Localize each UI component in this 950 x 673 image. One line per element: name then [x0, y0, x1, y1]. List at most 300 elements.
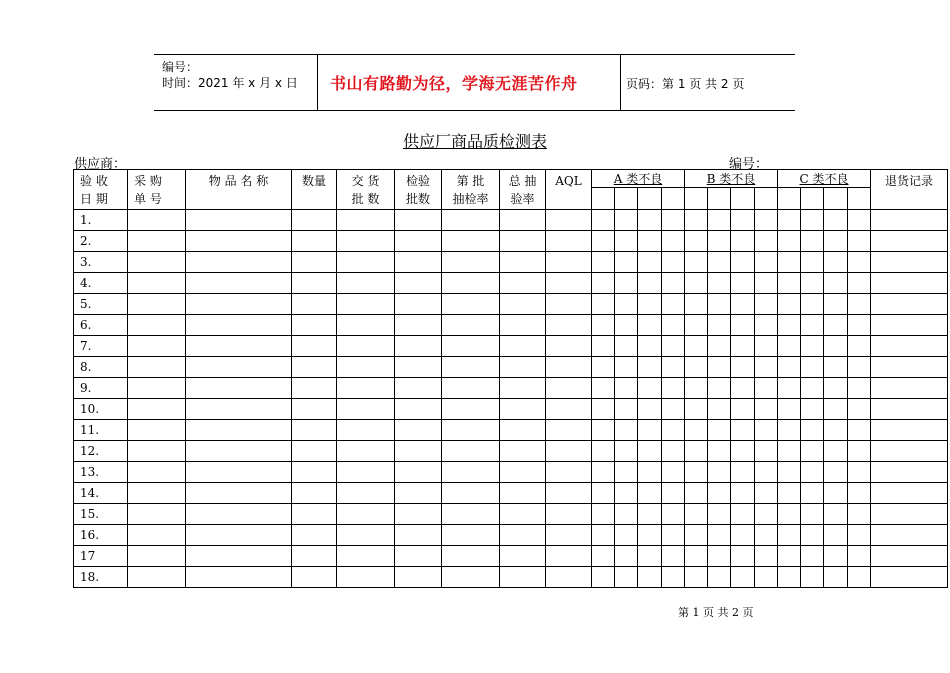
table-cell[interactable]	[755, 483, 778, 504]
table-cell[interactable]	[128, 399, 186, 420]
table-cell[interactable]	[708, 315, 731, 336]
table-cell[interactable]	[186, 399, 292, 420]
table-cell[interactable]	[292, 273, 337, 294]
table-cell[interactable]	[662, 462, 685, 483]
table-cell[interactable]	[337, 357, 395, 378]
table-cell[interactable]	[546, 504, 592, 525]
table-cell[interactable]	[292, 252, 337, 273]
table-cell[interactable]	[592, 336, 615, 357]
table-cell[interactable]	[592, 294, 615, 315]
table-cell[interactable]	[592, 567, 615, 588]
table-cell[interactable]	[708, 273, 731, 294]
table-cell[interactable]	[685, 294, 708, 315]
table-cell[interactable]	[871, 252, 948, 273]
table-cell[interactable]	[778, 546, 801, 567]
table-cell[interactable]	[824, 231, 848, 252]
table-cell[interactable]	[395, 420, 442, 441]
table-cell[interactable]	[755, 420, 778, 441]
table-cell[interactable]	[615, 357, 638, 378]
table-cell[interactable]	[638, 525, 662, 546]
table-cell[interactable]	[638, 336, 662, 357]
table-cell[interactable]	[337, 441, 395, 462]
table-cell[interactable]	[442, 378, 500, 399]
table-cell[interactable]	[731, 504, 755, 525]
table-cell[interactable]	[395, 504, 442, 525]
table-cell[interactable]	[708, 378, 731, 399]
table-cell[interactable]	[500, 441, 546, 462]
table-cell[interactable]	[778, 504, 801, 525]
table-cell[interactable]	[662, 231, 685, 252]
table-cell[interactable]	[337, 273, 395, 294]
table-cell[interactable]	[801, 525, 824, 546]
table-cell[interactable]	[685, 252, 708, 273]
table-cell[interactable]	[592, 210, 615, 231]
table-cell[interactable]	[824, 252, 848, 273]
table-cell[interactable]	[871, 546, 948, 567]
table-cell[interactable]	[731, 378, 755, 399]
table-cell[interactable]	[638, 273, 662, 294]
table-cell[interactable]	[128, 378, 186, 399]
table-cell[interactable]	[848, 420, 871, 441]
table-cell[interactable]	[128, 336, 186, 357]
table-cell[interactable]	[801, 420, 824, 441]
table-cell[interactable]	[662, 294, 685, 315]
table-cell[interactable]	[778, 462, 801, 483]
table-cell[interactable]	[778, 399, 801, 420]
table-cell[interactable]	[592, 441, 615, 462]
table-cell[interactable]	[500, 336, 546, 357]
table-cell[interactable]	[442, 567, 500, 588]
table-cell[interactable]	[292, 315, 337, 336]
table-cell[interactable]	[685, 273, 708, 294]
table-cell[interactable]	[801, 315, 824, 336]
table-cell[interactable]	[615, 420, 638, 441]
table-cell[interactable]	[395, 252, 442, 273]
table-cell[interactable]	[546, 315, 592, 336]
table-cell[interactable]	[685, 315, 708, 336]
table-cell[interactable]	[615, 441, 638, 462]
table-cell[interactable]	[337, 294, 395, 315]
table-cell[interactable]	[824, 462, 848, 483]
table-cell[interactable]	[395, 399, 442, 420]
table-cell[interactable]	[337, 210, 395, 231]
table-cell[interactable]	[592, 378, 615, 399]
table-cell[interactable]	[442, 462, 500, 483]
table-cell[interactable]	[755, 441, 778, 462]
table-cell[interactable]	[638, 567, 662, 588]
table-cell[interactable]	[292, 399, 337, 420]
table-cell[interactable]	[662, 546, 685, 567]
table-cell[interactable]	[546, 483, 592, 504]
table-cell[interactable]	[708, 504, 731, 525]
table-cell[interactable]	[442, 336, 500, 357]
table-cell[interactable]	[848, 546, 871, 567]
table-cell[interactable]	[546, 378, 592, 399]
table-cell[interactable]	[128, 252, 186, 273]
table-cell[interactable]	[292, 441, 337, 462]
table-cell[interactable]	[500, 231, 546, 252]
table-cell[interactable]	[824, 525, 848, 546]
table-cell[interactable]	[778, 525, 801, 546]
table-cell[interactable]	[292, 231, 337, 252]
table-cell[interactable]	[615, 315, 638, 336]
table-cell[interactable]	[801, 378, 824, 399]
table-cell[interactable]	[848, 462, 871, 483]
table-cell[interactable]	[592, 252, 615, 273]
table-cell[interactable]	[337, 378, 395, 399]
table-cell[interactable]	[708, 210, 731, 231]
table-cell[interactable]	[592, 504, 615, 525]
table-cell[interactable]	[500, 462, 546, 483]
table-cell[interactable]	[395, 378, 442, 399]
table-cell[interactable]	[801, 231, 824, 252]
table-cell[interactable]	[395, 357, 442, 378]
table-cell[interactable]	[685, 336, 708, 357]
table-cell[interactable]	[685, 567, 708, 588]
table-cell[interactable]	[638, 483, 662, 504]
table-cell[interactable]	[186, 483, 292, 504]
table-cell[interactable]	[708, 399, 731, 420]
table-cell[interactable]	[871, 567, 948, 588]
table-cell[interactable]	[128, 441, 186, 462]
table-cell[interactable]	[638, 231, 662, 252]
table-cell[interactable]	[685, 504, 708, 525]
table-cell[interactable]	[442, 231, 500, 252]
table-cell[interactable]	[442, 546, 500, 567]
table-cell[interactable]	[871, 273, 948, 294]
table-cell[interactable]	[292, 462, 337, 483]
table-cell[interactable]	[546, 252, 592, 273]
table-cell[interactable]	[615, 210, 638, 231]
table-cell[interactable]	[186, 231, 292, 252]
table-cell[interactable]	[395, 525, 442, 546]
table-cell[interactable]	[662, 315, 685, 336]
table-cell[interactable]	[708, 441, 731, 462]
table-cell[interactable]	[824, 399, 848, 420]
table-cell[interactable]	[442, 294, 500, 315]
table-cell[interactable]	[186, 525, 292, 546]
table-cell[interactable]	[638, 546, 662, 567]
table-cell[interactable]	[662, 399, 685, 420]
table-cell[interactable]	[638, 378, 662, 399]
table-cell[interactable]	[801, 336, 824, 357]
table-cell[interactable]	[292, 378, 337, 399]
table-cell[interactable]	[128, 420, 186, 441]
table-cell[interactable]	[546, 336, 592, 357]
table-cell[interactable]	[638, 357, 662, 378]
table-cell[interactable]	[500, 252, 546, 273]
table-cell[interactable]	[615, 525, 638, 546]
table-cell[interactable]	[292, 483, 337, 504]
table-cell[interactable]	[186, 462, 292, 483]
table-cell[interactable]	[186, 252, 292, 273]
table-cell[interactable]	[442, 273, 500, 294]
table-cell[interactable]	[708, 546, 731, 567]
table-cell[interactable]	[615, 504, 638, 525]
table-cell[interactable]	[128, 273, 186, 294]
table-cell[interactable]	[824, 294, 848, 315]
table-cell[interactable]	[395, 315, 442, 336]
table-cell[interactable]	[685, 525, 708, 546]
table-cell[interactable]	[442, 441, 500, 462]
table-cell[interactable]	[186, 504, 292, 525]
table-cell[interactable]	[801, 504, 824, 525]
table-cell[interactable]	[708, 462, 731, 483]
table-cell[interactable]	[755, 273, 778, 294]
table-cell[interactable]	[186, 357, 292, 378]
table-cell[interactable]	[186, 210, 292, 231]
table-cell[interactable]	[778, 441, 801, 462]
table-cell[interactable]	[778, 231, 801, 252]
table-cell[interactable]	[638, 252, 662, 273]
table-cell[interactable]	[546, 546, 592, 567]
table-cell[interactable]	[848, 441, 871, 462]
table-cell[interactable]	[778, 294, 801, 315]
table-cell[interactable]	[442, 399, 500, 420]
table-cell[interactable]	[848, 210, 871, 231]
table-cell[interactable]	[395, 546, 442, 567]
table-cell[interactable]	[500, 420, 546, 441]
table-cell[interactable]	[337, 567, 395, 588]
table-cell[interactable]	[755, 504, 778, 525]
table-cell[interactable]	[615, 378, 638, 399]
table-cell[interactable]	[731, 273, 755, 294]
table-cell[interactable]	[186, 294, 292, 315]
table-cell[interactable]	[615, 567, 638, 588]
table-cell[interactable]	[128, 483, 186, 504]
table-cell[interactable]	[500, 273, 546, 294]
table-cell[interactable]	[615, 294, 638, 315]
table-cell[interactable]	[442, 357, 500, 378]
table-cell[interactable]	[824, 315, 848, 336]
table-cell[interactable]	[546, 357, 592, 378]
table-cell[interactable]	[801, 441, 824, 462]
table-cell[interactable]	[755, 546, 778, 567]
table-cell[interactable]	[546, 420, 592, 441]
table-cell[interactable]	[848, 252, 871, 273]
table-cell[interactable]	[871, 336, 948, 357]
table-cell[interactable]	[871, 210, 948, 231]
table-cell[interactable]	[824, 357, 848, 378]
table-cell[interactable]	[778, 357, 801, 378]
table-cell[interactable]	[708, 336, 731, 357]
table-cell[interactable]	[708, 294, 731, 315]
table-cell[interactable]	[442, 504, 500, 525]
table-cell[interactable]	[778, 420, 801, 441]
table-cell[interactable]	[871, 420, 948, 441]
table-cell[interactable]	[615, 399, 638, 420]
table-cell[interactable]	[848, 483, 871, 504]
table-cell[interactable]	[685, 420, 708, 441]
table-cell[interactable]	[662, 525, 685, 546]
table-cell[interactable]	[337, 504, 395, 525]
table-cell[interactable]	[662, 420, 685, 441]
table-cell[interactable]	[128, 525, 186, 546]
table-cell[interactable]	[871, 315, 948, 336]
table-cell[interactable]	[615, 462, 638, 483]
table-cell[interactable]	[778, 483, 801, 504]
table-cell[interactable]	[442, 483, 500, 504]
table-cell[interactable]	[442, 420, 500, 441]
table-cell[interactable]	[615, 483, 638, 504]
table-cell[interactable]	[848, 315, 871, 336]
table-cell[interactable]	[500, 294, 546, 315]
table-cell[interactable]	[442, 315, 500, 336]
table-cell[interactable]	[395, 483, 442, 504]
table-cell[interactable]	[395, 294, 442, 315]
table-cell[interactable]	[615, 231, 638, 252]
table-cell[interactable]	[546, 462, 592, 483]
table-cell[interactable]	[731, 525, 755, 546]
table-cell[interactable]	[638, 399, 662, 420]
table-cell[interactable]	[824, 420, 848, 441]
table-cell[interactable]	[801, 210, 824, 231]
table-cell[interactable]	[128, 210, 186, 231]
table-cell[interactable]	[500, 525, 546, 546]
table-cell[interactable]	[685, 378, 708, 399]
table-cell[interactable]	[848, 378, 871, 399]
table-cell[interactable]	[871, 483, 948, 504]
table-cell[interactable]	[755, 210, 778, 231]
table-cell[interactable]	[292, 294, 337, 315]
table-cell[interactable]	[778, 336, 801, 357]
table-cell[interactable]	[546, 294, 592, 315]
table-cell[interactable]	[638, 441, 662, 462]
table-cell[interactable]	[708, 357, 731, 378]
table-cell[interactable]	[708, 525, 731, 546]
table-cell[interactable]	[638, 504, 662, 525]
table-cell[interactable]	[801, 357, 824, 378]
table-cell[interactable]	[592, 315, 615, 336]
table-cell[interactable]	[801, 399, 824, 420]
table-cell[interactable]	[731, 462, 755, 483]
table-cell[interactable]	[662, 357, 685, 378]
table-cell[interactable]	[615, 252, 638, 273]
table-cell[interactable]	[337, 252, 395, 273]
table-cell[interactable]	[128, 546, 186, 567]
table-cell[interactable]	[755, 525, 778, 546]
table-cell[interactable]	[592, 357, 615, 378]
table-cell[interactable]	[615, 273, 638, 294]
table-cell[interactable]	[731, 357, 755, 378]
table-cell[interactable]	[615, 336, 638, 357]
table-cell[interactable]	[128, 567, 186, 588]
table-cell[interactable]	[871, 462, 948, 483]
table-cell[interactable]	[708, 231, 731, 252]
table-cell[interactable]	[592, 483, 615, 504]
table-cell[interactable]	[395, 441, 442, 462]
table-cell[interactable]	[871, 378, 948, 399]
table-cell[interactable]	[871, 231, 948, 252]
table-cell[interactable]	[546, 441, 592, 462]
table-cell[interactable]	[824, 378, 848, 399]
table-cell[interactable]	[731, 399, 755, 420]
table-cell[interactable]	[395, 336, 442, 357]
table-cell[interactable]	[731, 210, 755, 231]
table-cell[interactable]	[731, 315, 755, 336]
table-cell[interactable]	[500, 483, 546, 504]
table-cell[interactable]	[186, 441, 292, 462]
table-cell[interactable]	[662, 273, 685, 294]
table-cell[interactable]	[395, 210, 442, 231]
table-cell[interactable]	[442, 525, 500, 546]
table-cell[interactable]	[824, 273, 848, 294]
table-cell[interactable]	[848, 231, 871, 252]
table-cell[interactable]	[801, 252, 824, 273]
table-cell[interactable]	[871, 399, 948, 420]
table-cell[interactable]	[731, 546, 755, 567]
table-cell[interactable]	[337, 525, 395, 546]
table-cell[interactable]	[755, 357, 778, 378]
table-cell[interactable]	[871, 441, 948, 462]
table-cell[interactable]	[395, 462, 442, 483]
table-cell[interactable]	[848, 336, 871, 357]
table-cell[interactable]	[546, 567, 592, 588]
table-cell[interactable]	[708, 420, 731, 441]
table-cell[interactable]	[337, 399, 395, 420]
table-cell[interactable]	[292, 525, 337, 546]
table-cell[interactable]	[128, 357, 186, 378]
table-cell[interactable]	[731, 336, 755, 357]
table-cell[interactable]	[685, 231, 708, 252]
table-cell[interactable]	[337, 315, 395, 336]
table-cell[interactable]	[186, 546, 292, 567]
table-cell[interactable]	[592, 231, 615, 252]
table-cell[interactable]	[848, 525, 871, 546]
table-cell[interactable]	[848, 567, 871, 588]
table-cell[interactable]	[778, 252, 801, 273]
table-cell[interactable]	[801, 462, 824, 483]
table-cell[interactable]	[337, 462, 395, 483]
table-cell[interactable]	[708, 567, 731, 588]
table-cell[interactable]	[662, 483, 685, 504]
table-cell[interactable]	[801, 483, 824, 504]
table-cell[interactable]	[755, 462, 778, 483]
table-cell[interactable]	[801, 567, 824, 588]
table-cell[interactable]	[546, 525, 592, 546]
table-cell[interactable]	[871, 357, 948, 378]
table-cell[interactable]	[824, 441, 848, 462]
table-cell[interactable]	[337, 231, 395, 252]
table-cell[interactable]	[755, 294, 778, 315]
table-cell[interactable]	[337, 546, 395, 567]
table-cell[interactable]	[500, 210, 546, 231]
table-cell[interactable]	[337, 483, 395, 504]
table-cell[interactable]	[731, 252, 755, 273]
table-cell[interactable]	[128, 231, 186, 252]
table-cell[interactable]	[778, 378, 801, 399]
table-cell[interactable]	[755, 336, 778, 357]
table-cell[interactable]	[731, 441, 755, 462]
table-cell[interactable]	[662, 210, 685, 231]
table-cell[interactable]	[662, 504, 685, 525]
table-cell[interactable]	[186, 567, 292, 588]
table-cell[interactable]	[778, 210, 801, 231]
table-cell[interactable]	[662, 378, 685, 399]
table-cell[interactable]	[292, 567, 337, 588]
table-cell[interactable]	[592, 462, 615, 483]
table-cell[interactable]	[500, 546, 546, 567]
table-cell[interactable]	[708, 252, 731, 273]
table-cell[interactable]	[848, 294, 871, 315]
table-cell[interactable]	[801, 294, 824, 315]
table-cell[interactable]	[801, 546, 824, 567]
table-cell[interactable]	[755, 399, 778, 420]
table-cell[interactable]	[685, 210, 708, 231]
table-cell[interactable]	[685, 462, 708, 483]
table-cell[interactable]	[638, 420, 662, 441]
table-cell[interactable]	[615, 546, 638, 567]
